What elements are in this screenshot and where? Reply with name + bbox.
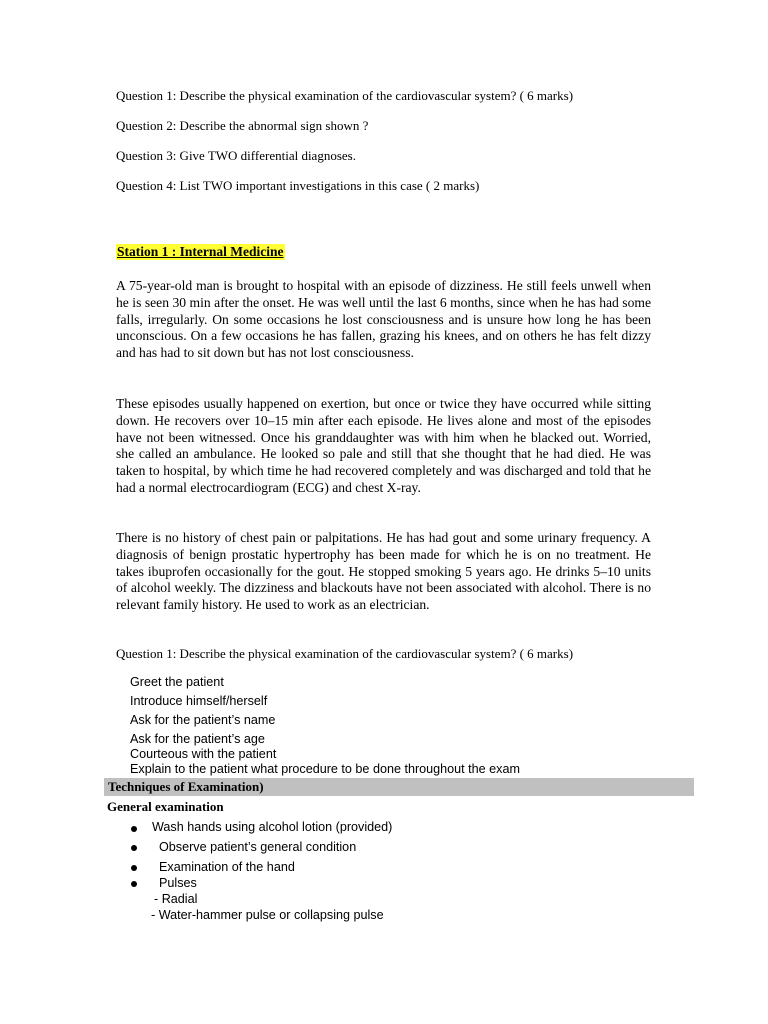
pulse-water-hammer: - Water-hammer pulse or collapsing pulse	[151, 908, 384, 922]
techniques-band	[104, 778, 694, 796]
step-courteous: Courteous with the patient	[130, 747, 277, 761]
general-exam-heading: General examination	[107, 799, 224, 814]
techniques-heading: Techniques of Examination)	[108, 779, 264, 794]
bullet-icon	[131, 865, 137, 871]
step-explain: Explain to the patient what procedure to be done throughout the exam	[130, 762, 520, 776]
bullet-icon	[131, 826, 137, 832]
step-ask-name: Ask for the patient’s name	[130, 713, 276, 727]
question-4: Question 4: List TWO important investigations in this case ( 2 marks)	[116, 178, 480, 193]
bullet-icon	[131, 845, 137, 851]
general-item-observe: Observe patient’s general condition	[159, 840, 357, 854]
step-ask-age: Ask for the patient’s age	[130, 732, 265, 746]
general-item-wash-hands: Wash hands using alcohol lotion (provided)	[152, 820, 393, 834]
case-paragraph-1: A 75-year-old man is brought to hospital with an episode of dizziness. He still feels unwell when he is seen 30 min after the onset. He was well until the last 6 months, since when he has had some falls, irregularly. On some occasions he lost consciousness and is unsure how long he has been unconscious. On a few occasions he has fallen, grazing his knees, and on others he has felt dizzy and has had to sit down but has not lost consciousness.	[116, 278, 651, 361]
step-greet: Greet the patient	[130, 675, 224, 689]
question-2: Question 2: Describe the abnormal sign shown ?	[116, 118, 369, 133]
question-1-repeat: Question 1: Describe the physical examination of the cardiovascular system? ( 6 marks)	[116, 646, 574, 661]
question-3: Question 3: Give TWO differential diagnoses.	[116, 148, 356, 163]
general-item-hand-exam: Examination of the hand	[159, 860, 295, 874]
question-1: Question 1: Describe the physical examination of the cardiovascular system? ( 6 marks)	[116, 88, 574, 103]
case-paragraph-2: These episodes usually happened on exertion, but once or twice they have occurred while sitting down. He recovers over 10–15 min after each episode. He lives alone and most of the episodes have not been witnessed. Once his granddaughter was with him when he blacked out. Worried, she called an ambulance. He looked so pale and still that she thought that he had died. He was taken to hospital, by which time he had recovered completely and was discharged and told that he had a normal electrocardiogram (ECG) and chest X-ray.	[116, 396, 651, 495]
pulse-radial: - Radial	[154, 892, 198, 906]
bullet-icon	[131, 881, 137, 887]
station-title: Station 1 : Internal Medicine	[117, 244, 284, 259]
step-introduce: Introduce himself/herself	[130, 694, 268, 708]
general-item-pulses: Pulses	[159, 876, 197, 890]
case-paragraph-3: There is no history of chest pain or palpitations. He has had gout and some urinary frequency. A diagnosis of benign prostatic hypertrophy has been made for which he is on no treatment. He takes ibuprofen occasionally for the gout. He stopped smoking 5 years ago. He drinks 5–10 units of alcohol weekly. The dizziness and blackouts have not been associated with alcohol. There is no relevant family history. He used to work as an electrician.	[116, 530, 651, 613]
